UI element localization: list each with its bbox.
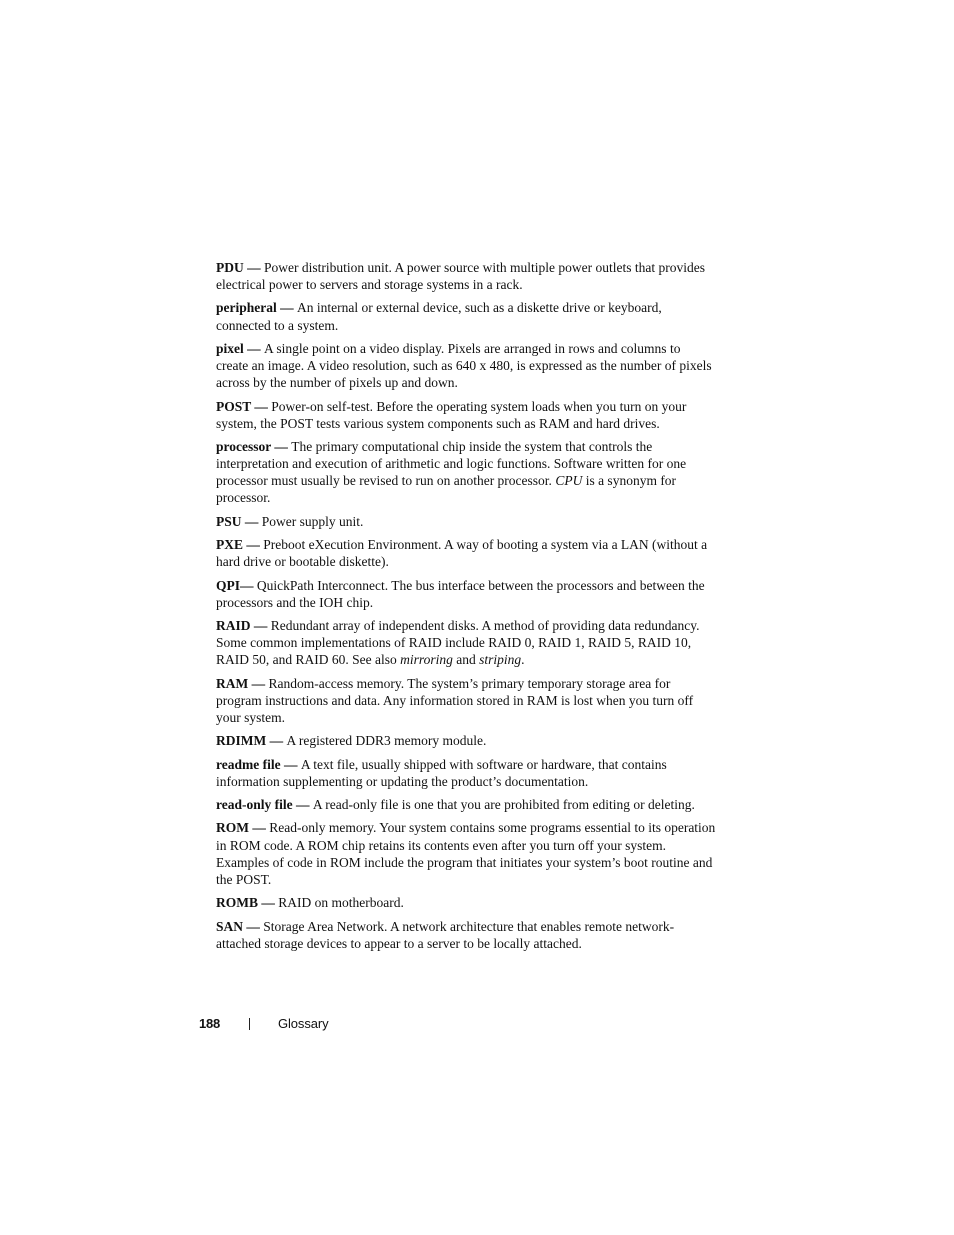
glossary-definition-text: A read-only file is one that you are prohibited from editing or deleting. xyxy=(312,797,695,813)
glossary-definition-text: QuickPath Interconnect. The bus interface between the processors and between the processors and the IOH chip. xyxy=(216,577,705,610)
glossary-definition-text: Power-on self-test. Before the operating system loads when you turn on your system, the POST tests various system components such as RAM and hard drives. xyxy=(216,398,687,431)
glossary-dash: — xyxy=(266,733,287,749)
glossary-dash: — xyxy=(258,895,279,911)
glossary-dash: — xyxy=(250,618,271,634)
glossary-entry xyxy=(216,617,716,668)
glossary-entry xyxy=(216,299,716,333)
glossary-definition-text: and xyxy=(452,652,480,668)
glossary-term: QPI xyxy=(216,577,241,593)
glossary-dash: — xyxy=(251,398,272,414)
glossary-definition-text: RAID on motherboard. xyxy=(278,895,404,911)
glossary-definition-text: A single point on a video display. Pixels are arranged in rows and columns to create an image. A video resolution, such as 640 x 480, is expressed as the number of pixels across by the number of pixels up and down. xyxy=(216,340,712,391)
glossary-entry xyxy=(216,732,716,749)
glossary-term: readme file xyxy=(216,756,281,772)
glossary-dash: — xyxy=(240,577,257,593)
glossary-entry xyxy=(216,796,716,813)
glossary-entry xyxy=(216,513,716,530)
glossary-definition-text: Read-only memory. Your system contains some programs essential to its operation in ROM code. A ROM chip retains its contents even after you turn off your system. Examples of code in ROM include the program that initiates your system’s boot routine and the POST. xyxy=(216,820,716,887)
glossary-entry xyxy=(216,756,716,790)
glossary-definition-text: Redundant array of independent disks. A method of providing data redundancy. Some common implementations of RAID include RAID 0, RAID 1, RAID 5, RAID 10, RAID 50, and RAID 60. See also xyxy=(216,618,700,668)
glossary-term: PXE xyxy=(216,537,243,553)
glossary-dash: — xyxy=(280,756,301,772)
glossary-entry xyxy=(216,398,716,432)
glossary-entry xyxy=(216,340,716,391)
glossary-term: RAM xyxy=(216,675,249,691)
glossary-dash: — xyxy=(243,340,265,356)
footer-separator xyxy=(249,1018,250,1030)
glossary-definition-text: Storage Area Network. A network architecture that enables remote network-attached storage devices to appear to a server to be locally attached. xyxy=(216,918,675,951)
glossary-dash: — xyxy=(243,537,264,553)
glossary-dash: — xyxy=(292,797,313,813)
glossary-dash: — xyxy=(249,820,270,836)
glossary-definition-text: Power distribution unit. A power source with multiple power outlets that provides electrical power to servers and storage systems in a rack. xyxy=(216,260,705,293)
glossary-entry xyxy=(216,675,716,726)
glossary-entry xyxy=(216,918,716,952)
glossary-term: ROM xyxy=(216,820,249,836)
glossary-entry xyxy=(216,259,716,293)
glossary-term: SAN xyxy=(216,918,244,934)
glossary-term: PDU xyxy=(216,260,244,275)
glossary-dash: — xyxy=(243,260,264,275)
glossary-term: POST xyxy=(216,398,252,414)
glossary-definition-text: A text file, usually shipped with software or hardware, that contains information supplementing or updating the product’s documentation. xyxy=(216,756,667,789)
glossary-dash: — xyxy=(276,300,297,316)
glossary-definition-emphasis: striping xyxy=(479,652,522,668)
glossary-dash: — xyxy=(243,918,264,934)
glossary-term: ROMB xyxy=(216,895,258,911)
glossary-definition-text: Preboot eXecution Environment. A way of booting a system via a LAN (without a hard drive or bootable diskette). xyxy=(216,537,708,570)
glossary-entry xyxy=(216,536,716,570)
glossary-dash: — xyxy=(241,513,262,529)
glossary-definition-emphasis: CPU xyxy=(555,473,583,489)
glossary-entry xyxy=(216,577,716,611)
glossary-term: processor xyxy=(216,439,271,455)
glossary-term: peripheral xyxy=(216,300,277,316)
footer-section-title: Glossary xyxy=(278,1016,329,1031)
glossary-definition-emphasis: mirroring xyxy=(400,652,453,668)
glossary-entry xyxy=(216,894,716,911)
glossary-definition-text: is a synonym for processor. xyxy=(216,473,677,506)
glossary-definition-text: The primary computational chip inside the system that controls the interpretation and execution of arithmetic and logic functions. Software written for one processor must usually be revised to run on another processor. xyxy=(216,439,687,489)
glossary-term: read-only file xyxy=(216,797,293,813)
glossary-definition-text: Power supply unit. xyxy=(261,513,364,529)
glossary-definition-text: A registered DDR3 memory module. xyxy=(286,733,487,749)
glossary-entry xyxy=(216,819,716,887)
glossary-term: RAID xyxy=(216,618,251,634)
glossary-definition-text: . xyxy=(521,652,525,668)
glossary-term: pixel xyxy=(216,340,244,356)
glossary-body xyxy=(216,259,716,958)
glossary-entry xyxy=(216,438,716,506)
glossary-dash: — xyxy=(271,439,292,455)
glossary-dash: — xyxy=(248,675,269,691)
glossary-definition-text: An internal or external device, such as a diskette drive or keyboard, connected to a system. xyxy=(216,300,662,333)
glossary-term: PSU xyxy=(216,513,242,529)
glossary-definition-text: Random-access memory. The system’s primary temporary storage area for program instructions and data. Any information stored in RAM is lost when you turn off your system. xyxy=(216,675,694,725)
glossary-term: RDIMM xyxy=(216,733,267,749)
page-number: 188 xyxy=(199,1016,221,1031)
